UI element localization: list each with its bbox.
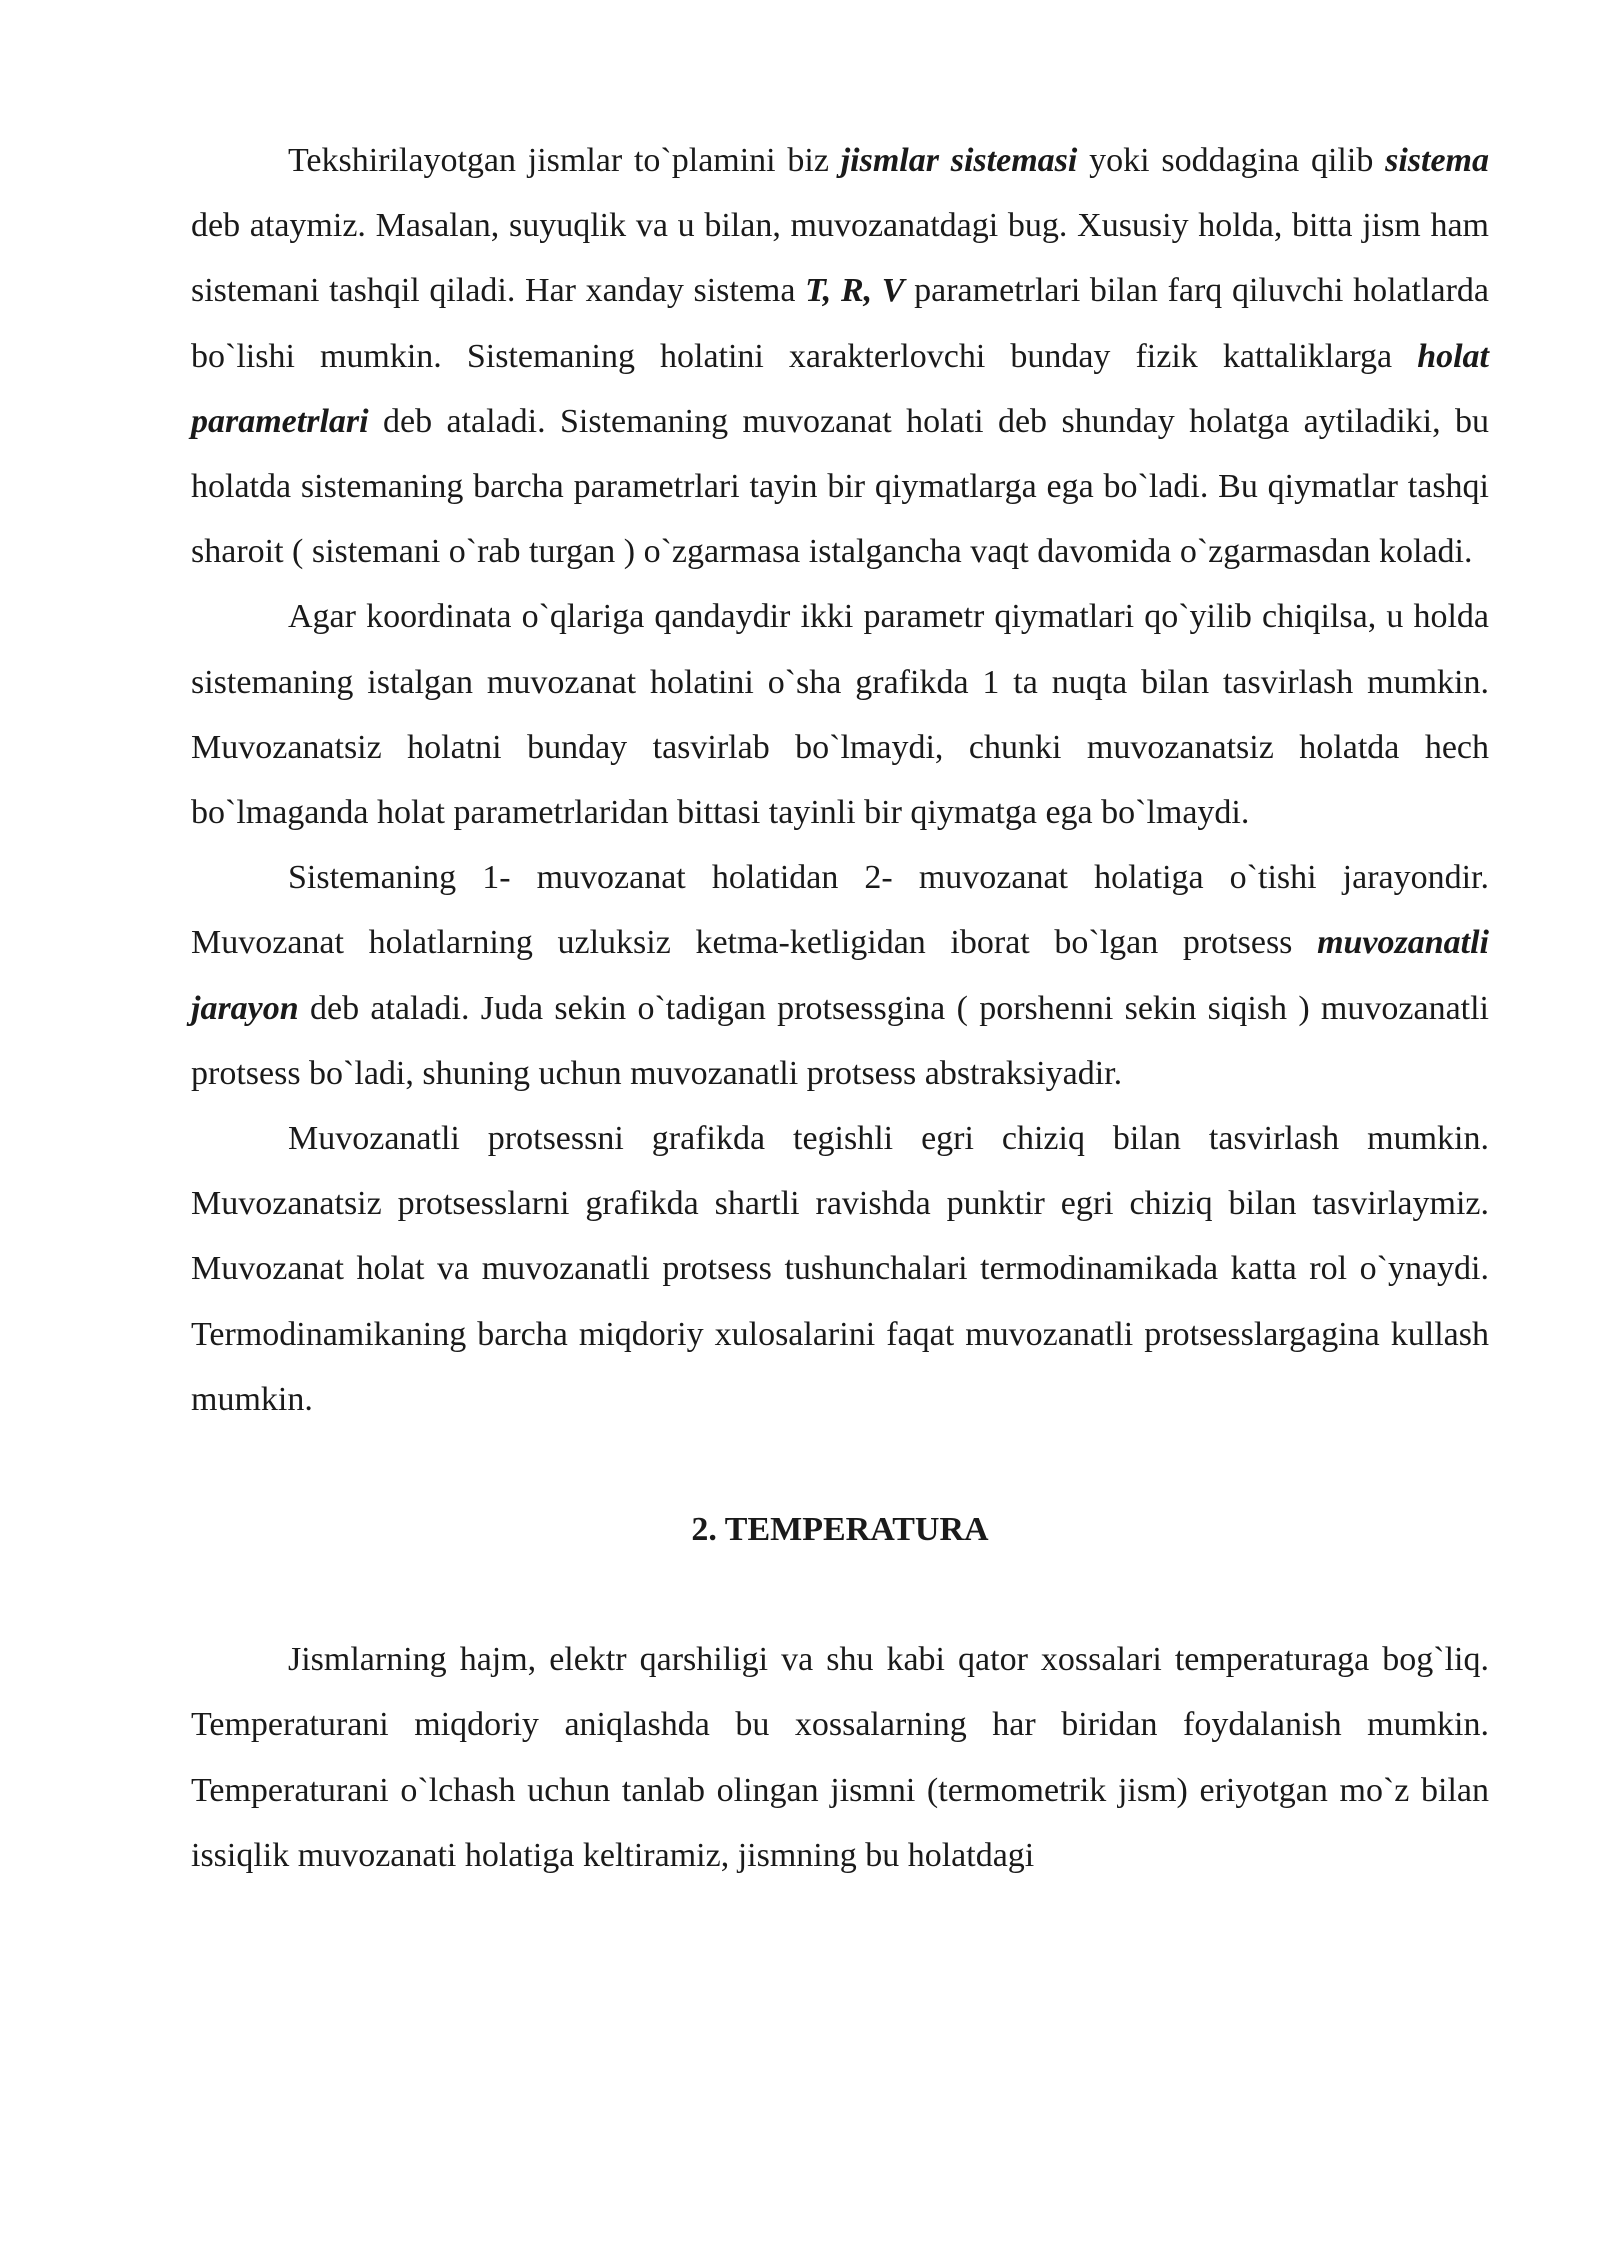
paragraph-block — [191, 128, 1489, 1432]
document-page — [191, 128, 1489, 1888]
paragraph-text: Tekshirilayotgan jismlar to`plamini biz — [288, 142, 841, 179]
paragraph-text: Agar koordinata o`qlariga qandaydir ikki parametr qiymatlari qo`yilib chiqilsa, u holda sistemaning istalgan muvozanat holatini o`sha grafikda 1 ta nuqta bilan tasvirlash mumkin. Muvozanatsiz holatni bunday tasvirlab bo`lmaydi, chunki muvozanatsiz holatda hech bo`lmaganda holat parametrlaridan bittasi tayinli bir qiymatga ega bo`lmaydi. — [191, 598, 1489, 832]
section-heading: 2. TEMPERATURA — [691, 1511, 989, 1549]
emphasized-term: muvozanatli jarayon — [191, 924, 1489, 1027]
paragraph-text: Sistemaning 1- muvozanat holatidan 2- muvozanat holatiga o`tishi jarayondir. Muvozanat holatlarning uzluksiz ketma-ketligidan iborat bo`lgan protsess — [191, 859, 1489, 962]
paragraph-text: parametrlari bilan farq qiluvchi holatlarda bo`lishi mumkin. Sistemaning holatini xarakterlovchi bunday fizik kattaliklarga — [191, 272, 1489, 375]
paragraph-text: deb ataymiz. Masalan, suyuqlik va u bilan, muvozanatdagi bug. Xususiy holda, bitta jism ham sistemani tashqil qiladi. Har xanday sistema — [191, 207, 1489, 310]
paragraph — [191, 1627, 1489, 1888]
paragraph — [191, 1106, 1489, 1432]
emphasized-term: sistema — [1385, 142, 1489, 179]
paragraph-text: yoki soddagina qilib — [1077, 142, 1386, 179]
paragraph-text: Jismlarning hajm, elektr qarshiligi va shu kabi qator xossalari temperaturaga bog`liq. Temperaturani miqdoriy aniqlashda bu xossalarning har biridan foydalanish mumkin. Temperaturani o`lchash uchun tanlab olingan jismni (termometrik jism) eriyotgan mo`z bilan issiqlik muvozanati holatiga keltiramiz, jismning bu holatdagi — [191, 1641, 1489, 1874]
paragraph-text: deb ataladi. Juda sekin o`tadigan protsessgina ( porshenni sekin siqish ) muvozanatli protsess bo`ladi, shuning uchun muvozanatli protsess abstraksiyadir. — [191, 989, 1489, 1092]
paragraph — [191, 845, 1489, 1106]
emphasized-term: holat parametrlari — [191, 337, 1489, 440]
paragraph — [191, 128, 1489, 584]
emphasized-term: jismlar sistemasi — [840, 142, 1078, 179]
paragraph-text: Muvozanatli protsessni grafikda tegishli egri chiziq bilan tasvirlash mumkin. Muvozanatsiz protsesslarni grafikda shartli ravishda punktir egri chiziq bilan tasvirlaymiz. Muvozanat holat va muvozanatli protsess tushunchalari termodinamikada katta rol o`ynaydi. Termodinamikaning barcha miqdoriy xulosalarini faqat muvozanatli protsesslargagina kullash mumkin. — [191, 1120, 1489, 1418]
section-paragraph-block — [191, 1627, 1489, 1888]
paragraph-text: deb ataladi. Sistemaning muvozanat holati deb shunday holatga aytiladiki, bu holatda sistemaning barcha parametrlari tayin bir qiymatlarga ega bo`ladi. Bu qiymatlar tashqi sharoit ( sistemani o`rab turgan ) o`zgarmasa istalgancha vaqt davomida o`zgarmasdan koladi. — [191, 402, 1489, 571]
paragraph — [191, 584, 1489, 845]
emphasized-term: T, R, V — [805, 272, 905, 310]
